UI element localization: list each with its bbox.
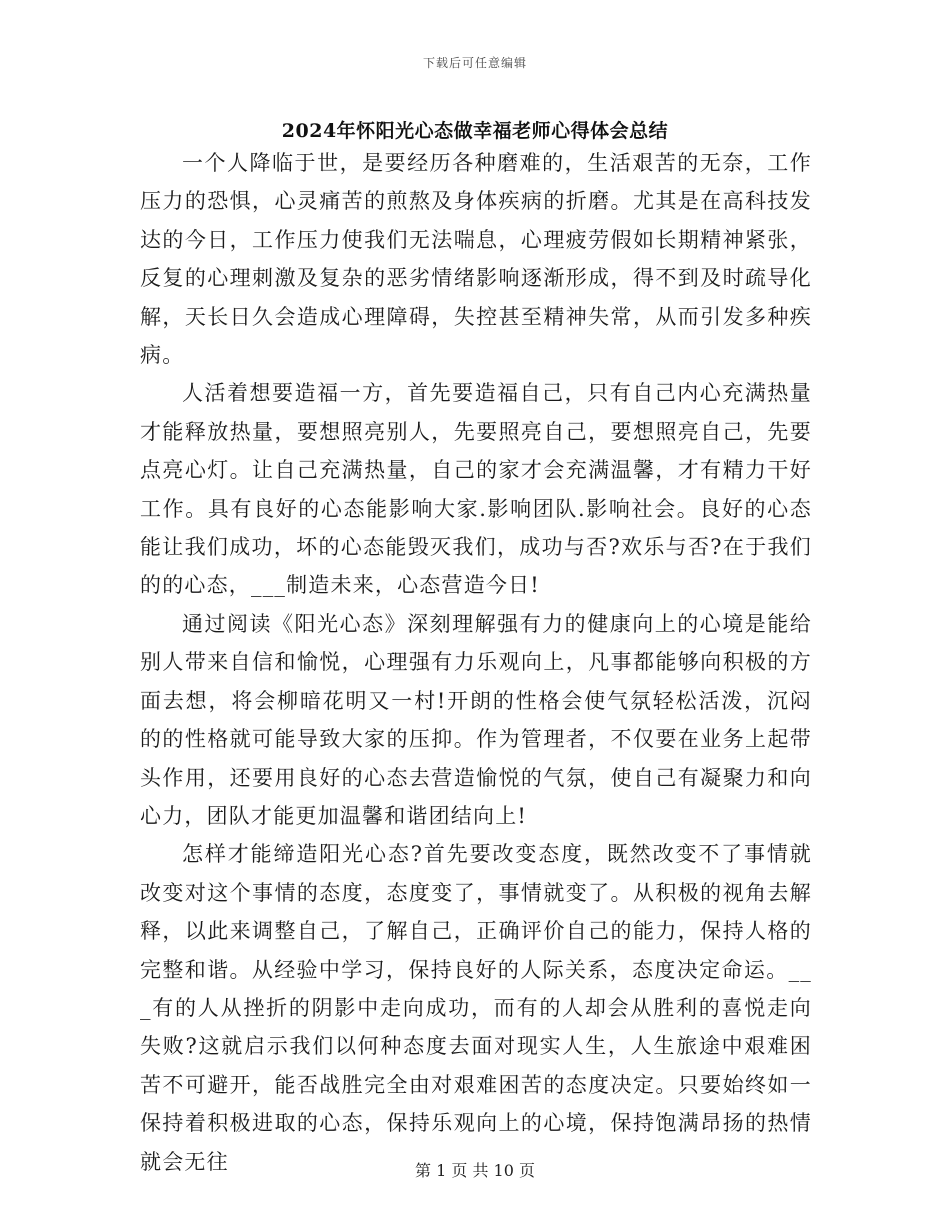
paragraph-4: 怎样才能缔造阳光心态?首先要改变态度，既然改变不了事情就改变对这个事情的态度，态度变了，事情就变了。从积极的视角去解释，以此来调整自己，了解自己，正确评价自己的能力，保持人格的完整和谐。从经验中学习，保持良好的人际关系，态度决定命运。___有的人从挫折的阴影中走向成功，而有的人却会从胜利的喜悦走向失败?这就启示我们以何种态度去面对现实人生，人生旅途中艰难困苦不可避开，能否战胜完全由对艰难困苦的态度决定。只要始终如一保持着积极进取的心态，保持乐观向上的心境，保持饱满昂扬的热情就会无往 (140, 842, 812, 1174)
page-number-footer: 第 1 页 共 10 页 (415, 1161, 535, 1180)
document-title: 2024年怀阳光心态做幸福老师心得体会总结 (281, 120, 669, 142)
paragraph-3: 通过阅读《阳光心态》深刻理解强有力的健康向上的心境是能给别人带来自信和愉悦，心理强有力乐观向上，凡事都能够向积极的方面去想，将会柳暗花明又一村!开朗的性格会使气氛轻松活泼，沉闷的的性格就可能导致大家的压抑。作为管理者，不仅要在业务上起带头作用，还要用良好的心态去营造愉悦的气氛，使自己有凝聚力和向心力，团队才能更加温馨和谐团结向上! (140, 611, 812, 828)
page-header-note: 下载后可任意编辑 (422, 56, 527, 70)
paragraph-1: 一个人降临于世，是要经历各种磨难的，生活艰苦的无奈，工作压力的恐惧，心灵痛苦的煎熬及身体疾病的折磨。尤其是在高科技发达的今日，工作压力使我们无法喘息，心理疲劳假如长期精神紧张，反复的心理刺激及复杂的恶劣情绪影响逐渐形成，得不到及时疏导化解，天长日久会造成心理障碍，失控甚至精神失常，从而引发多种疾病。 (140, 151, 812, 368)
paragraph-2: 人活着想要造福一方，首先要造福自己，只有自己内心充满热量才能释放热量，要想照亮别人，先要照亮自己，要想照亮自己，先要点亮心灯。让自己充满热量，自己的家才会充满温馨，才有精力干好工作。具有良好的心态能影响大家.影响团队.影响社会。良好的心态能让我们成功，坏的心态能毁灭我们，成功与否?欢乐与否?在于我们的的心态，___制造未来，心态营造今日! (140, 381, 812, 598)
document-body (140, 144, 812, 1181)
